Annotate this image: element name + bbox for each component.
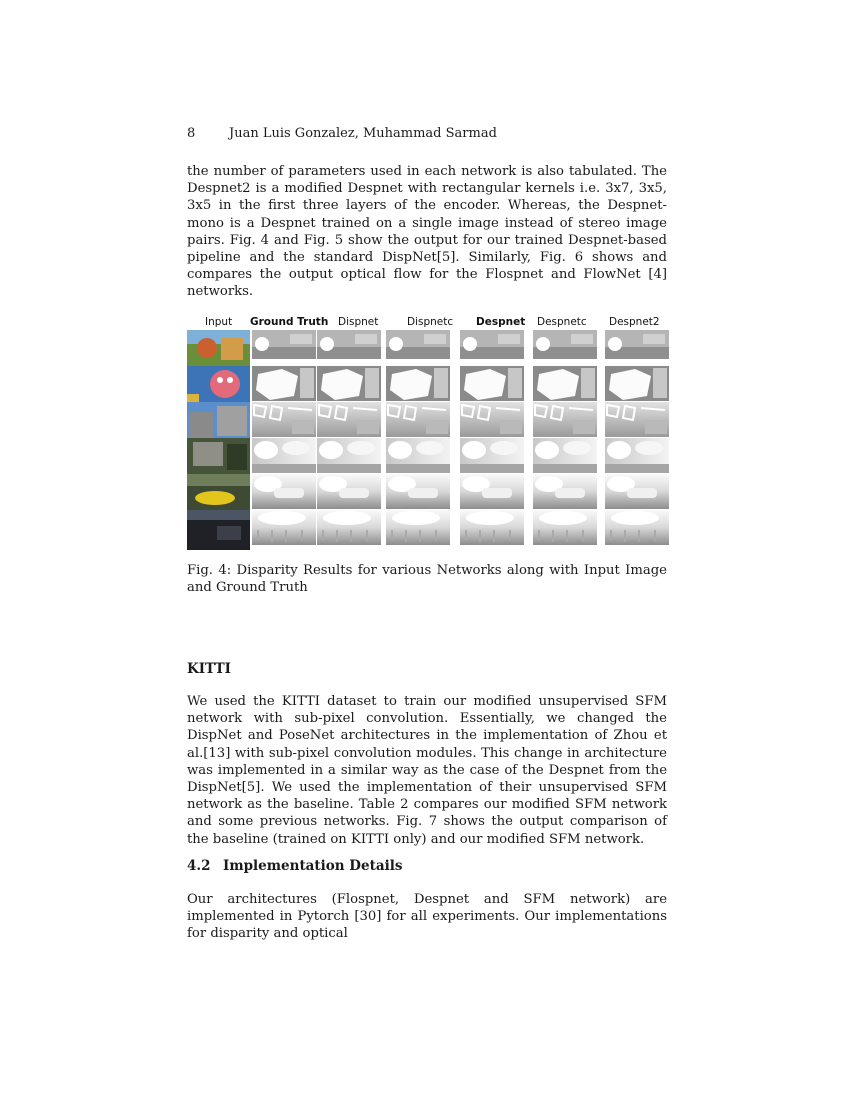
col-header-despnetc: Despnetc [537, 316, 587, 328]
input-images [187, 330, 250, 550]
col-header-dispnet: Dispnet [338, 316, 379, 328]
page-number: 8 [187, 126, 196, 141]
disparity-figure [187, 316, 677, 550]
paragraph-3: Our architectures (Flospnet, Despnet and SFM network) are implemented in Pytorch [30] for all experiments. Our implementations for disparity and optical [187, 892, 667, 942]
col-header-input: Input [205, 316, 233, 328]
authors: Juan Luis Gonzalez, Muhammad Sarmad [229, 126, 497, 141]
figure-caption: Fig. 4: Disparity Results for various Networks along with Input Image and Ground Truth [187, 563, 667, 596]
col-header-dispnetc: Dispnetc [407, 316, 454, 328]
section-title: Implementation Details [223, 858, 403, 874]
section-number: 4.2 [187, 858, 211, 874]
paragraph-2: We used the KITTI dataset to train our modified unsupervised SFM network with sub-pixel convolution. Essentially, we changed the DispNet and PoseNet architectures in the implementation of Zhou et al.[13] with sub-pixel convolution modules. This change in architecture was implemented in a similar way as the case of the Despnet from the DispNet[5]. We used the implementation of their unsupervised SFM network as the baseline. Table 2 compares our modified SFM network and some previous networks. Fig. 7 shows the output comparison of the baseline (trained on KITTI only) and our modified SFM network. [187, 694, 667, 847]
running-header [187, 126, 497, 141]
col-header-despnet: Despnet [476, 316, 526, 328]
col-header-ground-truth: Ground Truth [250, 316, 329, 328]
disparity-grid [252, 330, 669, 545]
section-heading-implementation [187, 858, 402, 874]
section-heading-kitti: KITTI [187, 661, 231, 677]
paragraph-1: the number of parameters used in each network is also tabulated. The Despnet2 is a modified Despnet with rectangular kernels i.e. 3x7, 3x5, 3x5 in the first three layers of the encoder. Whereas, the Despnet-mono is a Despnet trained on a single image instead of stereo image pairs. Fig. 4 and Fig. 5 show the output for our trained Despnet-based pipeline and the standard DispNet[5]. Similarly, Fig. 6 shows and compares the output optical flow for the Flospnet and FlowNet [4] networks. [187, 164, 667, 300]
col-header-despnet2: Despnet2 [609, 316, 660, 328]
